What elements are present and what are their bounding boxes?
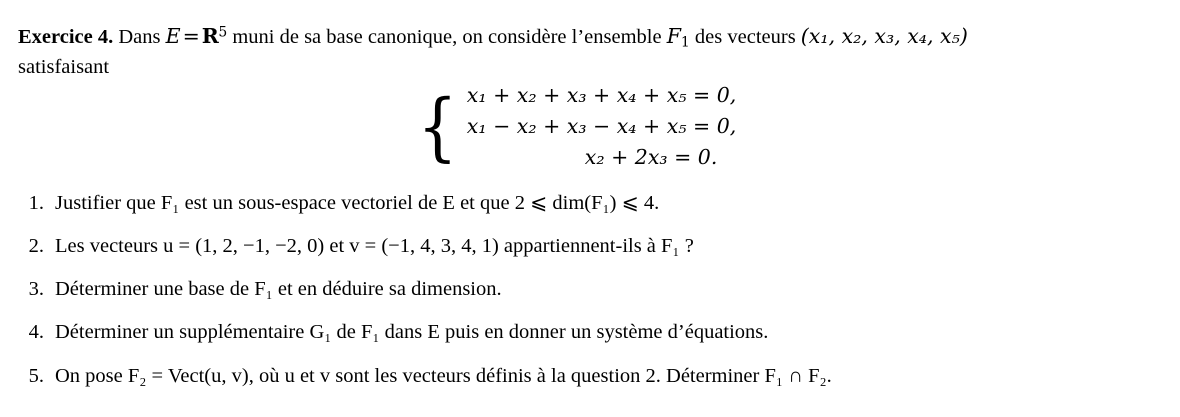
list-item	[18, 319, 1168, 346]
intro-text-2: muni de sa base canonique, on considère l’ensemble	[227, 26, 667, 48]
vector-tuple: (x₁, x₂, x₃, x₄, x₅)	[800, 24, 968, 48]
exponent-5: 5	[218, 24, 228, 41]
list-item	[18, 363, 1168, 390]
equation-3: x₂ + 2x₃ = 0.	[584, 145, 718, 169]
equation-2: x₁ − x₂ + x₃ − x₄ + x₅ = 0,	[466, 114, 737, 138]
question-text: Déterminer une base de F₁ et en déduire sa dimension.	[55, 278, 502, 301]
exercise-intro	[18, 22, 1166, 82]
intro-text-3: des vecteurs	[689, 26, 801, 48]
list-item	[18, 190, 1168, 217]
symbol-R: R	[201, 24, 219, 48]
question-text: Déterminer un supplémentaire G₁ de F₁ dans E puis en donner un système d’équations.	[55, 321, 769, 344]
question-number: 4.	[28, 321, 44, 344]
subscript-1: 1	[680, 34, 690, 51]
question-number: 1.	[28, 192, 44, 214]
list-item	[18, 276, 1168, 303]
question-number: 2.	[28, 235, 44, 258]
equation-system	[0, 80, 1180, 173]
question-text: On pose F₂ = Vect(u, v), où u et v sont les vecteurs définis à la question 2. Déterminer F₁ ∩ F₂.	[55, 364, 832, 387]
equals-sign: =	[182, 24, 200, 48]
question-text: Justifier que F₁ est un sous-espace vectoriel de E et que 2 ⩽ dim(F₁) ⩽ 4.	[55, 192, 660, 214]
exercise-label: Exercice 4.	[18, 26, 114, 48]
intro-text-1: Dans	[118, 26, 166, 48]
question-number: 5.	[28, 364, 44, 387]
left-brace: {	[417, 83, 458, 170]
question-number: 3.	[28, 278, 44, 301]
symbol-F: F	[666, 24, 681, 48]
list-item	[18, 233, 1168, 260]
question-list	[18, 190, 1168, 406]
question-text: Les vecteurs u = (1, 2, −1, −2, 0) et v = (−1, 4, 3, 4, 1) appartiennent-ils à F₁ ?	[55, 235, 694, 258]
symbol-E: E	[165, 24, 181, 48]
equation-1: x₁ + x₂ + x₃ + x₄ + x₅ = 0,	[466, 83, 737, 107]
intro-text-4: satisfaisant	[18, 55, 110, 78]
